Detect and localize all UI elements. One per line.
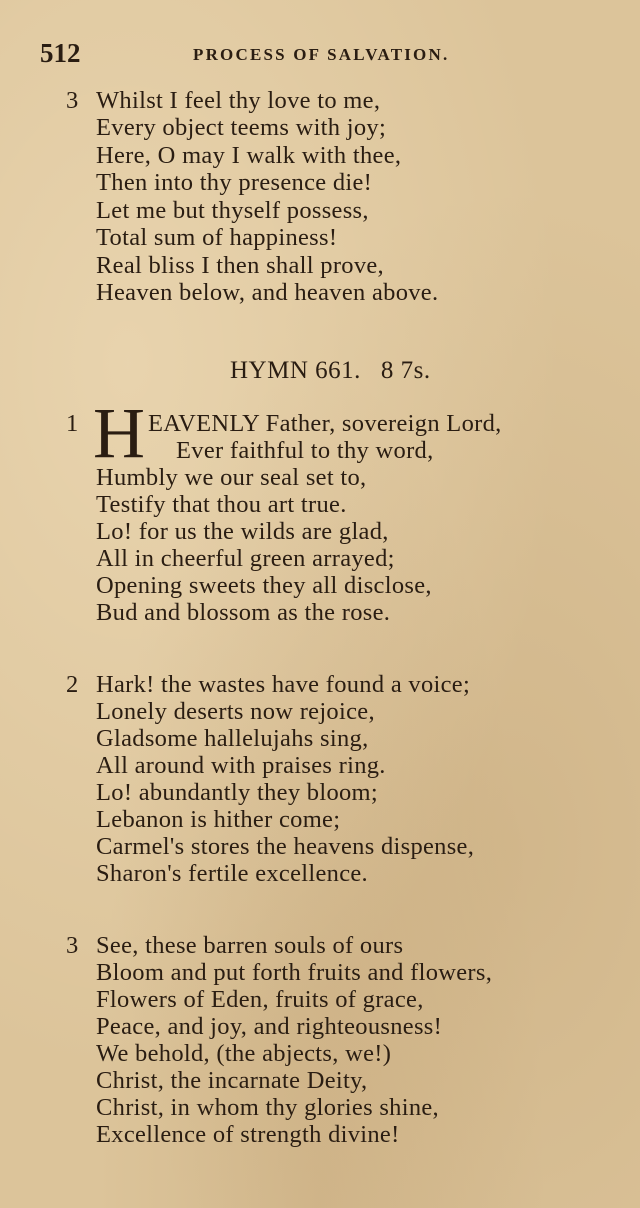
- verse-line: Real bliss I then shall prove,: [96, 252, 384, 279]
- verse-line: Sharon's fertile excellence.: [96, 860, 368, 887]
- verse-line: See, these barren souls of ours: [96, 932, 404, 959]
- verse-line: All in cheerful green arrayed;: [96, 545, 395, 572]
- verse-line: Here, O may I walk with thee,: [96, 142, 402, 169]
- stanza-number: 2: [66, 671, 79, 698]
- verse-line: Lebanon is hither come;: [96, 806, 341, 833]
- stanza-number: 1: [66, 410, 79, 437]
- verse-line: Bloom and put forth fruits and flowers,: [96, 959, 493, 986]
- stanza-number: 3: [66, 932, 79, 959]
- verse-line: Lo! abundantly they bloom;: [96, 779, 379, 806]
- verse-line: Christ, the incarnate Deity,: [96, 1067, 368, 1094]
- stanza-number: 3: [66, 87, 79, 114]
- verse-line: Lo! for us the wilds are glad,: [96, 518, 389, 545]
- verse-line: Then into thy presence die!: [96, 169, 373, 196]
- verse-line: Total sum of happiness!: [96, 224, 338, 251]
- verse-line: Bud and blossom as the rose.: [96, 599, 391, 626]
- verse-line: Whilst I feel thy love to me,: [96, 87, 381, 114]
- verse-line: Hark! the wastes have found a voice;: [96, 671, 471, 698]
- verse-line: Heaven below, and heaven above.: [96, 279, 439, 306]
- verse-line: All around with praises ring.: [96, 752, 386, 779]
- verse-line: Testify that thou art true.: [96, 491, 347, 518]
- verse-line: Lonely deserts now rejoice,: [96, 698, 375, 725]
- hymn-number: HYMN 661.: [230, 357, 361, 384]
- verse-line: Excellence of strength divine!: [96, 1121, 400, 1148]
- verse-line: Every object teems with joy;: [96, 114, 387, 141]
- drop-cap: H: [93, 393, 145, 473]
- verse-line: Christ, in whom thy glories shine,: [96, 1094, 439, 1121]
- hymn-meter: 8 7s.: [380, 357, 431, 384]
- verse-line: Opening sweets they all disclose,: [96, 572, 432, 599]
- verse-line: Ever faithful to thy word,: [176, 437, 434, 464]
- verse-line: EAVENLY Father, sovereign Lord,: [148, 410, 502, 437]
- verse-line: Gladsome hallelujahs sing,: [96, 725, 369, 752]
- hymn-title: [230, 357, 431, 385]
- page-number: 512: [40, 38, 81, 68]
- verse-line: Peace, and joy, and righteousness!: [96, 1013, 443, 1040]
- page-header: [0, 38, 640, 72]
- verse-line: Let me but thyself possess,: [96, 197, 369, 224]
- verse-line: We behold, (the abjects, we!): [96, 1040, 392, 1067]
- running-title: PROCESS OF SALVATION.: [193, 45, 450, 64]
- verse-line: Flowers of Eden, fruits of grace,: [96, 986, 424, 1013]
- verse-line: Humbly we our seal set to,: [96, 464, 367, 491]
- verse-line: Carmel's stores the heavens dispense,: [96, 833, 475, 860]
